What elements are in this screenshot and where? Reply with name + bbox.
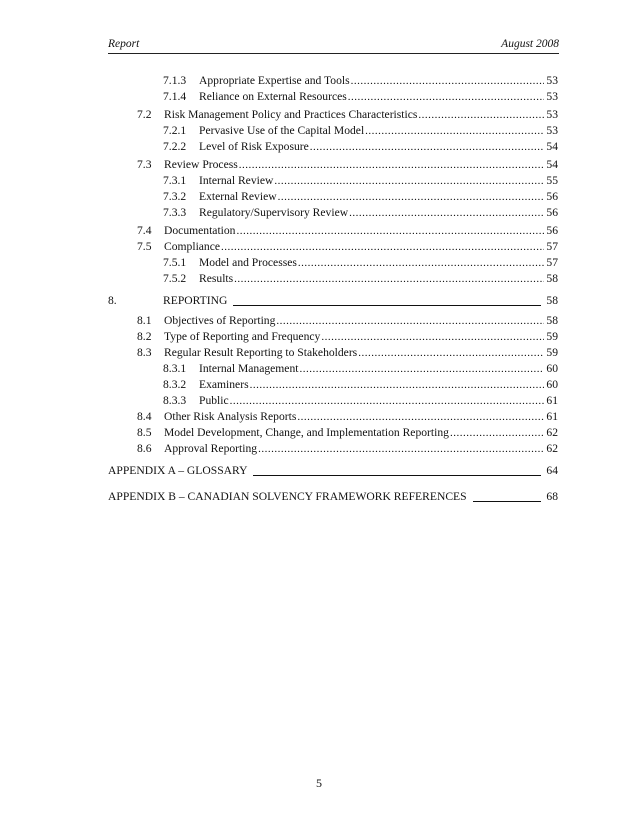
- toc-entry-number: 7.2: [137, 108, 152, 121]
- toc-entry-page: 58: [546, 314, 558, 327]
- toc-entry-number: 7.5.2: [163, 272, 187, 285]
- toc-entry-page: 55: [546, 174, 558, 187]
- toc-leader-dots: [349, 206, 544, 220]
- toc-entry-page: 58: [546, 294, 558, 307]
- toc-entry-number: 8.1: [137, 314, 152, 327]
- toc-entry[interactable]: [163, 256, 558, 270]
- toc-entry[interactable]: [137, 442, 558, 456]
- toc-leader-dots: [274, 174, 544, 188]
- toc-entry-number: 8.3.1: [163, 362, 187, 375]
- toc-entry-page: 62: [546, 442, 558, 455]
- toc-entry-page: 62: [546, 426, 558, 439]
- toc-entry-number: 7.3.3: [163, 206, 187, 219]
- toc-entry-page: 58: [546, 272, 558, 285]
- toc-entry-title: Results: [199, 272, 234, 285]
- toc-entry[interactable]: [137, 240, 558, 254]
- toc-entry[interactable]: [163, 206, 558, 220]
- toc-leader-dots: [321, 330, 544, 344]
- toc-entry-title: External Review: [199, 190, 277, 203]
- toc-entry-number: 8.5: [137, 426, 152, 439]
- toc-leader-dots: [230, 394, 544, 408]
- toc-entry[interactable]: [163, 394, 558, 408]
- toc-entry-page: 56: [546, 224, 558, 237]
- toc-entry-page: 59: [546, 346, 558, 359]
- toc-leader-line: [233, 294, 541, 306]
- toc-entry-number: 8.2: [137, 330, 152, 343]
- toc-leader-dots: [297, 410, 544, 424]
- toc-entry-title: Review Process: [164, 158, 238, 171]
- toc-leader-dots: [278, 190, 544, 204]
- toc-entry[interactable]: [163, 190, 558, 204]
- toc-entry-number: 8.: [108, 294, 117, 307]
- toc-leader-dots: [299, 362, 544, 376]
- toc-entry-page: 57: [546, 240, 558, 253]
- toc-leader-dots: [250, 378, 544, 392]
- toc-leader-dots: [221, 240, 544, 254]
- toc-entry[interactable]: [137, 346, 558, 360]
- toc-entry[interactable]: [137, 426, 558, 440]
- toc-entry-page: 56: [546, 190, 558, 203]
- toc-entry-number: 7.1.4: [163, 90, 187, 103]
- toc-entry-number: 7.4: [137, 224, 152, 237]
- toc-entry-title: APPENDIX A – GLOSSARY: [108, 464, 248, 477]
- toc-entry[interactable]: [137, 410, 558, 424]
- toc-entry-page: 53: [546, 124, 558, 137]
- toc-leader-line: [253, 464, 541, 476]
- toc-entry-title: Public: [199, 394, 229, 407]
- page-header: [108, 37, 559, 54]
- toc-leader-dots: [365, 124, 544, 138]
- toc-entry-page: 56: [546, 206, 558, 219]
- toc-entry-title: Risk Management Policy and Practices Characteristics: [164, 108, 418, 121]
- toc-entry-title: Internal Management: [199, 362, 299, 375]
- toc-entry-page: 60: [546, 378, 558, 391]
- toc-entry[interactable]: [163, 362, 558, 376]
- toc-entry-title: Appropriate Expertise and Tools: [199, 74, 350, 87]
- toc-entry-number: 8.4: [137, 410, 152, 423]
- toc-leader-dots: [351, 74, 544, 88]
- toc-entry-number: 8.3.3: [163, 394, 187, 407]
- toc-entry-page: 64: [546, 464, 558, 477]
- toc-entry-page: 59: [546, 330, 558, 343]
- toc-entry-number: 8.3: [137, 346, 152, 359]
- toc-entry-title: Reliance on External Resources: [199, 90, 347, 103]
- toc-entry[interactable]: [163, 90, 558, 104]
- toc-entry-page: 54: [546, 158, 558, 171]
- toc-entry-number: 8.6: [137, 442, 152, 455]
- toc-entry-page: 57: [546, 256, 558, 269]
- toc-entry-page: 61: [546, 410, 558, 423]
- toc-entry[interactable]: [163, 124, 558, 138]
- toc-entry[interactable]: [163, 174, 558, 188]
- toc-entry-title: Type of Reporting and Frequency: [164, 330, 321, 343]
- toc-entry-title: Other Risk Analysis Reports: [164, 410, 297, 423]
- toc-entry-page: 53: [546, 90, 558, 103]
- toc-entry[interactable]: [163, 140, 558, 154]
- header-date: August 2008: [501, 38, 559, 50]
- toc-entry[interactable]: [137, 330, 558, 344]
- toc-entry-title: Compliance: [164, 240, 221, 253]
- toc-leader-dots: [418, 108, 544, 122]
- toc-leader-dots: [276, 314, 544, 328]
- toc-entry-number: 7.3: [137, 158, 152, 171]
- toc-entry-title: Approval Reporting: [164, 442, 258, 455]
- toc-entry[interactable]: [137, 314, 558, 328]
- toc-leader-dots: [298, 256, 544, 270]
- toc-entry[interactable]: [137, 108, 558, 122]
- toc-entry-title: Regulatory/Supervisory Review: [199, 206, 349, 219]
- toc-entry-title: Internal Review: [199, 174, 274, 187]
- toc-entry-page: 60: [546, 362, 558, 375]
- toc-leader-dots: [234, 272, 544, 286]
- toc-entry-title: REPORTING: [163, 294, 228, 307]
- toc-entry[interactable]: [137, 224, 558, 238]
- toc-entry[interactable]: [137, 158, 558, 172]
- toc-leader-dots: [348, 90, 544, 104]
- toc-entry[interactable]: [163, 272, 558, 286]
- toc-leader-dots: [450, 426, 544, 440]
- toc-entry-number: 7.1.3: [163, 74, 187, 87]
- toc-leader-dots: [310, 140, 544, 154]
- toc-leader-dots: [358, 346, 544, 360]
- toc-entry[interactable]: [163, 378, 558, 392]
- toc-entry-number: 7.2.1: [163, 124, 187, 137]
- toc-entry-title: Pervasive Use of the Capital Model: [199, 124, 365, 137]
- header-report-label: Report: [108, 38, 140, 50]
- toc-leader-dots: [258, 442, 544, 456]
- toc-entry-title: Regular Result Reporting to Stakeholders: [164, 346, 358, 359]
- toc-entry-title: Documentation: [164, 224, 236, 237]
- toc-entry-page: 68: [546, 490, 558, 503]
- toc-entry-number: 7.5: [137, 240, 152, 253]
- toc-entry-page: 53: [546, 108, 558, 121]
- toc-entry-title: Level of Risk Exposure: [199, 140, 309, 153]
- page-number: 5: [316, 776, 322, 790]
- toc-entry[interactable]: [108, 490, 558, 504]
- toc-entry-title: Objectives of Reporting: [164, 314, 276, 327]
- toc-entry-page: 54: [546, 140, 558, 153]
- toc-entry-title: APPENDIX B – CANADIAN SOLVENCY FRAMEWORK REFERENCES: [108, 490, 467, 503]
- toc-entry-number: 7.2.2: [163, 140, 187, 153]
- toc-entry-title: Model Development, Change, and Implementation Reporting: [164, 426, 449, 439]
- toc-entry-number: 7.5.1: [163, 256, 187, 269]
- toc-entry-page: 53: [546, 74, 558, 87]
- toc-leader-dots: [236, 224, 544, 238]
- toc-entry-title: Model and Processes: [199, 256, 297, 269]
- toc-entry-title: Examiners: [199, 378, 249, 391]
- toc-leader-dots: [239, 158, 544, 172]
- toc-entry[interactable]: [163, 74, 558, 88]
- toc-entry-number: 7.3.2: [163, 190, 187, 203]
- toc-entry-page: 61: [546, 394, 558, 407]
- toc-entry[interactable]: [108, 464, 558, 478]
- toc-entry-number: 8.3.2: [163, 378, 187, 391]
- toc-leader-line: [473, 490, 541, 502]
- toc-entry[interactable]: [108, 294, 558, 308]
- toc-entry-number: 7.3.1: [163, 174, 187, 187]
